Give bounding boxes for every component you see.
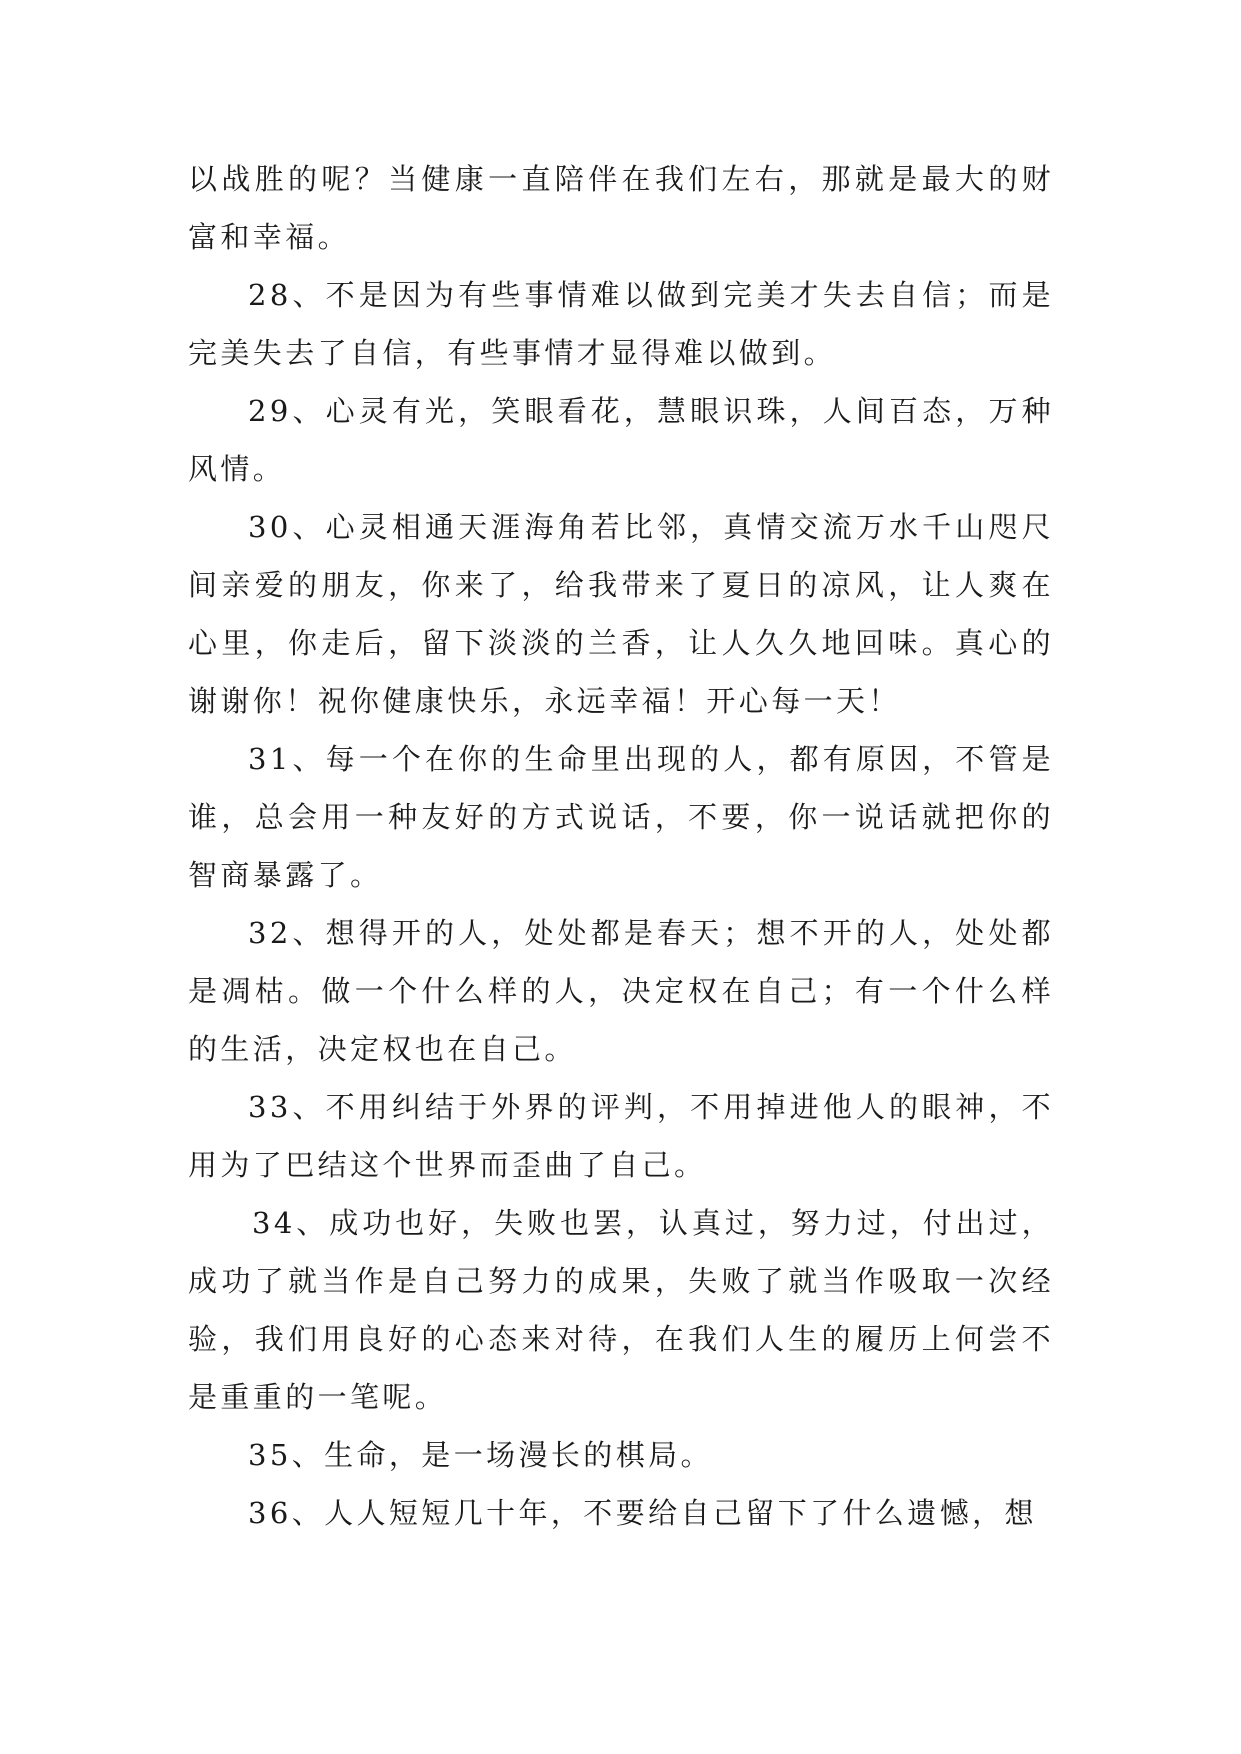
paragraph-31: 31、每一个在你的生命里出现的人，都有原因，不管是谁，总会用一种友好的方式说话，不要，你一说话就把你的智商暴露了。: [188, 742, 1054, 892]
paragraph-30: 30、心灵相通天涯海角若比邻，真情交流万水千山咫尺间亲爱的朋友，你来了，给我带来了夏日的凉风，让人爽在心里，你走后，留下淡淡的兰香，让人久久地回味。真心的谢谢你！祝你健康快乐，永远幸福！开心每一天！: [188, 510, 1054, 718]
paragraph-36: 36、人人短短几十年，不要给自己留下了什么遗憾，想: [248, 1496, 1037, 1530]
paragraph-34: 34、成功也好，失败也罢，认真过，努力过，付出过，成功了就当作是自己努力的成果，失败了就当作吸取一次经验，我们用良好的心态来对待，在我们人生的履历上何尝不是重重的一笔呢。: [188, 1206, 1054, 1414]
paragraph-35: 35、生命，是一场漫长的棋局。: [248, 1438, 713, 1472]
paragraph-29: 29、心灵有光，笑眼看花，慧眼识珠，人间百态，万种风情。: [188, 394, 1054, 486]
paragraph-continuation: 以战胜的呢？当健康一直陪伴在我们左右，那就是最大的财富和幸福。: [188, 162, 1054, 254]
paragraph-32: 32、想得开的人，处处都是春天；想不开的人，处处都是凋枯。做一个什么样的人，决定权在自己；有一个什么样的生活，决定权也在自己。: [188, 916, 1054, 1066]
paragraph-33: 33、不用纠结于外界的评判，不用掉进他人的眼神，不用为了巴结这个世界而歪曲了自己。: [188, 1090, 1054, 1182]
document-body: [188, 150, 1054, 1542]
paragraph-28: 28、不是因为有些事情难以做到完美才失去自信；而是完美失去了自信，有些事情才显得难以做到。: [188, 278, 1054, 370]
